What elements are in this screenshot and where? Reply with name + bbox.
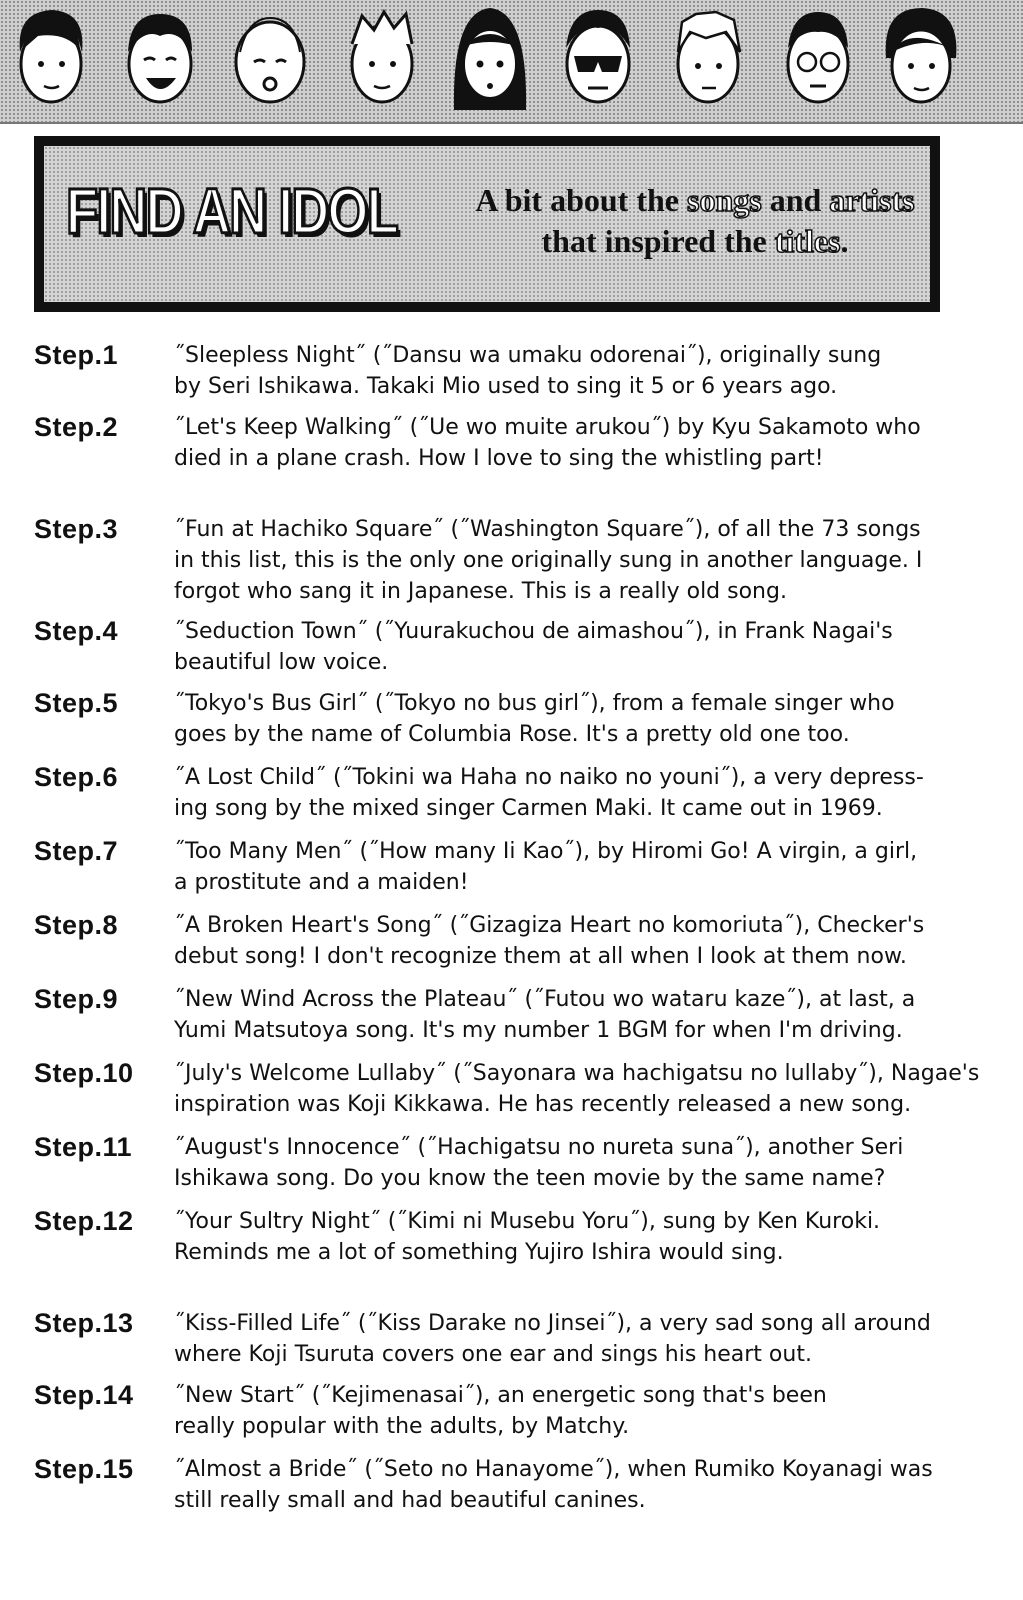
step-description: ˝July's Welcome Lullaby˝ (˝Sayonara wa hachigatsu no lullaby˝), Nagae's inspiration was Koji Kikkawa. He has recently released a new song. — [174, 1061, 980, 1117]
step-description: ˝New Start˝ (˝Kejimenasai˝), an energetic song that's been really popular with the adults, by Matchy. — [174, 1383, 827, 1439]
step-description: ˝Let's Keep Walking˝ (˝Ue wo muite arukou˝) by Kyu Sakamoto who died in a plane crash. How I love to sing the whistling part! — [174, 415, 921, 471]
subtitle-text: . — [840, 223, 849, 259]
step-description: ˝Sleepless Night˝ (˝Dansu wa umaku odorenai˝), originally sung by Seri Ishikawa. Takaki Mio used to sing it 5 or 6 years ago. — [174, 343, 882, 399]
face-boy-dark-hair-icon — [878, 2, 962, 112]
step-description: ˝Too Many Men˝ (˝How many Ii Kao˝), by Hiromi Go! A virgin, a girl, a prostitute and a maiden! — [174, 839, 918, 895]
step-label: Step.6 — [34, 762, 119, 792]
face-laughing-boy-icon — [118, 2, 202, 112]
step-label: Step.10 — [34, 1058, 134, 1088]
step-label: Step.13 — [34, 1308, 134, 1338]
step-label: Step.14 — [34, 1380, 134, 1410]
step-label: Step.2 — [34, 412, 119, 442]
step-description: ˝New Wind Across the Plateau˝ (˝Futou wo wataru kaze˝), at last, a Yumi Matsutoya song. It's my number 1 BGM for when I'm driving. — [174, 987, 916, 1043]
step-description: ˝August's Innocence˝ (˝Hachigatsu no nureta suna˝), another Seri Ishikawa song. Do you know the teen movie by the same name? — [174, 1135, 904, 1191]
face-boy-messy-hair-icon — [340, 2, 424, 112]
step-description: ˝Almost a Bride˝ (˝Seto no Hanayome˝), when Rumiko Koyanagi was still really small and had beautiful canines. — [174, 1457, 933, 1513]
subtitle-text: that inspired the — [541, 223, 775, 259]
title-banner — [34, 136, 940, 312]
face-boy-short-hair-icon — [8, 2, 92, 112]
step-description: ˝Seduction Town˝ (˝Yuurakuchou de aimashou˝), in Frank Nagai's beautiful low voice. — [174, 619, 893, 675]
step-description: ˝Tokyo's Bus Girl˝ (˝Tokyo no bus girl˝), from a female singer who goes by the name of Columbia Rose. It's a pretty old one too. — [174, 691, 895, 747]
subtitle-highlight-word: songs — [686, 182, 762, 218]
face-blond-boy-icon — [666, 2, 750, 112]
step-label: Step.3 — [34, 514, 119, 544]
step-label: Step.4 — [34, 616, 119, 646]
step-label: Step.8 — [34, 910, 119, 940]
step-description: ˝Fun at Hachiko Square˝ (˝Washington Square˝), of all the 73 songs in this list, this is the only one originally sung in another language. I forgot who sang it in Japanese. This is a really old song. — [174, 517, 923, 604]
step-description: ˝A Broken Heart's Song˝ (˝Gizagiza Heart no komoriuta˝), Checker's debut song! I don't recognize them at all when I look at them now. — [174, 913, 925, 969]
step-label: Step.12 — [34, 1206, 134, 1236]
face-glasses-man-icon — [776, 2, 860, 112]
page-title: FIND AN IDOL — [66, 175, 398, 247]
step-label: Step.15 — [34, 1454, 134, 1484]
subtitle-text: A bit about the — [475, 182, 687, 218]
subtitle-highlight-word: titles — [774, 223, 841, 259]
step-description: ˝Kiss-Filled Life˝ (˝Kiss Darake no Jinsei˝), a very sad song all around where Koji Tsuruta covers one ear and sings his heart out. — [174, 1311, 931, 1367]
step-label: Step.1 — [34, 340, 119, 370]
step-description: ˝A Lost Child˝ (˝Tokini wa Haha no naiko no youni˝), a very depress- ing song by the mixed singer Carmen Maki. It came out in 1969. — [174, 765, 924, 821]
step-label: Step.9 — [34, 984, 119, 1014]
character-faces-strip — [0, 0, 1023, 124]
step-label: Step.7 — [34, 836, 119, 866]
page-subtitle — [470, 180, 920, 262]
face-blonde-girl-icon — [228, 2, 312, 112]
step-label: Step.11 — [34, 1132, 133, 1162]
subtitle-text: and — [761, 182, 830, 218]
face-sunglasses-man-icon — [556, 2, 640, 112]
step-label: Step.5 — [34, 688, 119, 718]
subtitle-highlight-word: artists — [829, 182, 915, 218]
face-girl-long-hair-icon — [448, 2, 532, 112]
title-banner-panel — [44, 146, 930, 302]
step-description: ˝Your Sultry Night˝ (˝Kimi ni Musebu Yoru˝), sung by Ken Kuroki. Reminds me a lot of something Yujiro Ishira would sing. — [174, 1209, 881, 1265]
